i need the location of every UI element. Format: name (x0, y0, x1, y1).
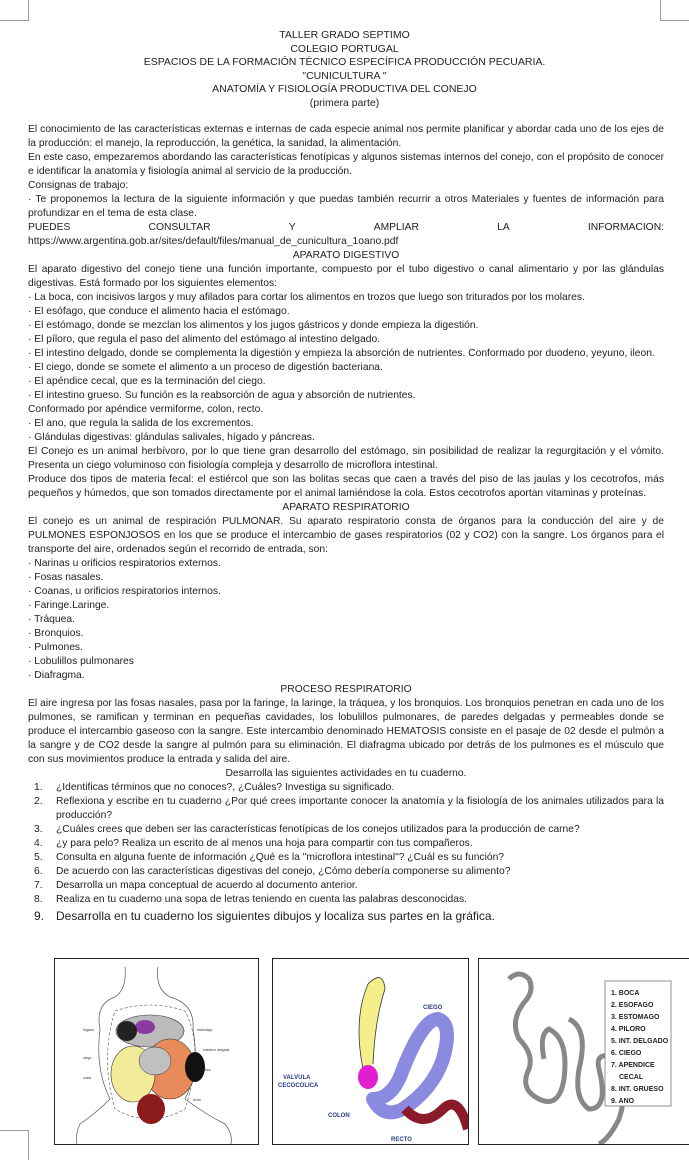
legend-item: 7. APENDICE (611, 1062, 655, 1069)
list-item: · El apéndice cecal, que es la terminación del ciego. (28, 376, 266, 387)
word: INFORMACION: (587, 222, 664, 233)
list-item: · La boca, con incisivos largos y muy afilados para cortar los alimentos en trozos que luego son triturados por los molares. (28, 292, 585, 303)
label-colon: COLON (328, 1113, 350, 1119)
item-text: Consulta en alguna fuente de información ¿Qué es la "microflora intestinal"? ¿Cuál es su función? (56, 852, 505, 863)
list-item: · El píloro, que regula el paso del alimento del estómago al intestino delgado. (28, 334, 381, 345)
paragraph: En este caso, empezaremos abordando las características fenotípicas y algunos sistemas internos del conejo, con el propósito de conocer e identificar la anatomía y fisiología animal al servicio de la producción. (28, 152, 664, 177)
page-corner-mark (0, 1130, 29, 1160)
header-line: "CUNICULTURA " (302, 69, 387, 82)
list-item: · Lobulillos pulmonares (28, 656, 134, 667)
section-title: PROCESO RESPIRATORIO (280, 684, 412, 695)
header-line: COLEGIO PORTUGAL (290, 42, 399, 55)
reference-link[interactable]: https://www.argentina.gob.ar/sites/default/files/manual_de_cunicultura_1oano.pdf (28, 236, 399, 247)
activity-item (28, 893, 664, 907)
svg-text:estómago: estómago (197, 1028, 213, 1032)
list-item: · Pulmones. (28, 642, 83, 653)
list-item: · Bronquios. (28, 628, 84, 639)
list-item: · El ciego, donde se somete el alimento a un proceso de digestión bacteriana. (28, 362, 383, 373)
label-ciego: CIEGO (423, 1005, 443, 1011)
activities-list (28, 781, 664, 924)
activity-item (28, 908, 664, 924)
list-item: · Coanas, u orificios respiratorios internos. (28, 586, 221, 597)
legend-item: 8. INT. GRUESO (611, 1086, 664, 1093)
word: LA (497, 222, 510, 233)
word: PUEDES (28, 222, 71, 233)
digestive-list (28, 291, 664, 445)
paragraph: El conejo es un animal de respiración PULMONAR. Su aparato respiratorio consta de órganos para la conducción del aire y de PULMONES ESPONJOSOS en los que se produce el intercambio de gases respiratorios (02 y CO2) con la sangre. Los órganos para el transporte del aire, ordenados según el recorrido de entrada, son: (28, 516, 664, 555)
list-item: · El estómago, donde se mezclan los alimentos y los jugos gástricos y donde empieza la digestión. (28, 320, 479, 331)
legend-item: 3. ESTOMAGO (611, 1014, 660, 1021)
page-corner-mark (660, 0, 689, 21)
document-body (28, 123, 664, 924)
digestive-tract-illustration (479, 959, 689, 1144)
header-line: ANATOMÍA Y FISIOLOGÍA PRODUCTIVA DEL CONEJO (212, 83, 477, 96)
item-text: Realiza en tu cuaderno una sopa de letras teniendo en cuenta las palabras desconocidas. (56, 894, 468, 905)
header-line: TALLER GRADO SEPTIMO (279, 29, 410, 41)
legend-item: 2. ESOFAGO (611, 1002, 654, 1009)
activity-item (28, 879, 664, 893)
item-text: Reflexiona y escribe en tu cuaderno ¿Por qué crees importante conocer la anatomía y la fisiología de los animales utilizados para la producción? (56, 796, 664, 821)
label-cecocolica: CECOCOLICA (278, 1083, 319, 1089)
item-number: 7. (34, 880, 43, 891)
activity-item (28, 781, 664, 795)
list-item: · Faringe.Laringe. (28, 600, 110, 611)
header-line: ESPACIOS DE LA FORMACIÓN TÉCNICO ESPECÍFICA PRODUCCIÓN PECUARIA. (143, 56, 546, 69)
svg-text:recto: recto (193, 1098, 201, 1102)
large-intestine-illustration (273, 959, 468, 1144)
activity-item (28, 865, 664, 879)
section-title: APARATO DIGESTIVO (292, 250, 400, 261)
rabbit-abdomen-figure (54, 958, 259, 1145)
svg-text:riñón: riñón (203, 1068, 211, 1072)
document-header (0, 29, 689, 111)
item-number: 1. (34, 782, 43, 793)
header-line: (primera parte) (309, 96, 380, 109)
consult-line (28, 221, 664, 235)
page-corner-mark (0, 0, 29, 21)
list-item: · Fosas nasales. (28, 572, 104, 583)
list-item: · Diafragma. (28, 670, 85, 681)
list-item: · Tráquea. (28, 614, 75, 625)
respiratory-list (28, 557, 664, 683)
legend-item: 9. ANO (611, 1098, 635, 1105)
item-number: 9. (34, 909, 45, 923)
activity-item (28, 851, 664, 865)
activity-item (28, 823, 664, 837)
item-number: 2. (34, 796, 43, 807)
paragraph: El conocimiento de las características externas e internas de cada especie animal nos permite planificar y abordar cada uno de los ejes de la producción: el manejo, la reproducción, la genética, la sanidad, la alimentación. (28, 124, 664, 149)
activity-item (28, 795, 664, 823)
paragraph: El aire ingresa por las fosas nasales, pasa por la faringe, la laringe, la tráquea, y los bronquios. Los bronquios penetran en cada uno de los pulmones, se ramifican y terminan en pequeñas cavidades, los lobulillos pulmonares, de paredes delgadas y permeables donde se produce el intercambio gaseoso con la sangre. Este intercambio denominado HEMATOSIS consiste en el pasaje de 02 desde el pulmón a la sangre y de CO2 desde la sangre al pulmón para su eliminación. El diafragma ubicado por detrás de los pulmones es el músculo que con sus movimientos produce la entrada y salida del aire. (28, 698, 664, 765)
paragraph: El Conejo es un animal herbívoro, por lo que tiene gran desarrollo del estómago, sin posibilidad de realizar la regurgitación y el vómito. Presenta un ciego voluminoso con fisiología compleja y desarrollo de microflora intestinal. (28, 446, 664, 471)
item-text: ¿y para pelo? Realiza un escrito de al menos una hoja para compartir con tus compañeros. (56, 838, 473, 849)
svg-text:ciego: ciego (83, 1056, 92, 1060)
list-item: · El esófago, que conduce el alimento hacia el estómago. (28, 306, 290, 317)
activities-title: Desarrolla las siguientes actividades en tu cuaderno. (225, 768, 467, 779)
paragraph: · Te proponemos la lectura de la siguiente información y que puedas también recurrir a otros Materiales y fuentes de información para profundizar en el tema de esta clase. (28, 194, 664, 219)
item-number: 6. (34, 866, 43, 877)
label-valvula: VALVULA (283, 1075, 311, 1081)
list-item: · El intestino grueso. Su función es la reabsorción de agua y absorción de nutrientes. (28, 390, 416, 401)
item-number: 4. (34, 838, 43, 849)
svg-text:intestino delgado: intestino delgado (203, 1048, 230, 1052)
item-text: De acuerdo con las características digestivas del conejo, ¿Cómo debería componerse su alimento? (56, 866, 511, 877)
paragraph: El aparato digestivo del conejo tiene una función importante, compuesto por el tubo digestivo o canal alimentario y por las glándulas digestivas. Está formado por los siguientes elementos: (28, 264, 664, 289)
word: AMPLIAR (373, 222, 419, 233)
item-text: Desarrolla un mapa conceptual de acuerdo al documento anterior. (56, 880, 358, 891)
list-item: · El intestino delgado, donde se complementa la digestión y empieza la absorción de nutrientes. Conformado por duodeno, yeyuno, ileon. (28, 348, 655, 359)
legend-item: 5. INT. DELGADO (611, 1038, 669, 1045)
list-item: · El ano, que regula la salida de los excrementos. (28, 418, 254, 429)
word: Y (288, 222, 296, 233)
item-text: ¿Cuáles crees que deben ser las características fenotípicas de los conejos utilizados para la producción de carne? (56, 824, 580, 835)
svg-text:hígado: hígado (83, 1028, 94, 1032)
label-recto: RECTO (391, 1137, 412, 1143)
legend-item: 1. BOCA (611, 990, 640, 997)
legend-item: 4. PILORO (611, 1026, 646, 1033)
paragraph: Consignas de trabajo: (28, 180, 129, 191)
list-item: Conformado por apéndice vermiforme, colon, recto. (28, 404, 264, 415)
item-number: 3. (34, 824, 43, 835)
activity-item (28, 837, 664, 851)
item-text: ¿Identificas términos que no conoces?, ¿Cuáles? Investiga su significado. (56, 782, 395, 793)
word: CONSULTAR (148, 222, 211, 233)
section-title: APARATO RESPIRATORIO (282, 502, 410, 513)
item-number: 8. (34, 894, 43, 905)
paragraph: Produce dos tipos de materia fecal: el estiércol que son las bolitas secas que caen a través del piso de las jaulas y los cecotrofos, más pequeños y húmedos, que son tomados directamente por el animal lamiéndose la cola. Estos cecotrofos aportan vitaminas y proteínas. (28, 474, 664, 499)
rabbit-abdomen-illustration (55, 959, 258, 1144)
list-item: · Glándulas digestivas: glándulas salivales, hígado y páncreas. (28, 432, 315, 443)
list-item: · Narinas u orificios respiratorios externos. (28, 558, 221, 569)
legend-item: CECAL (619, 1074, 644, 1081)
legend-item: 6. CIEGO (611, 1050, 642, 1057)
item-text: Desarrolla en tu cuaderno los siguientes dibujos y localiza sus partes en la gráfica. (56, 909, 495, 923)
digestive-tract-figure (478, 958, 689, 1145)
item-number: 5. (34, 852, 43, 863)
large-intestine-figure (272, 958, 469, 1145)
svg-text:colon: colon (83, 1076, 92, 1080)
